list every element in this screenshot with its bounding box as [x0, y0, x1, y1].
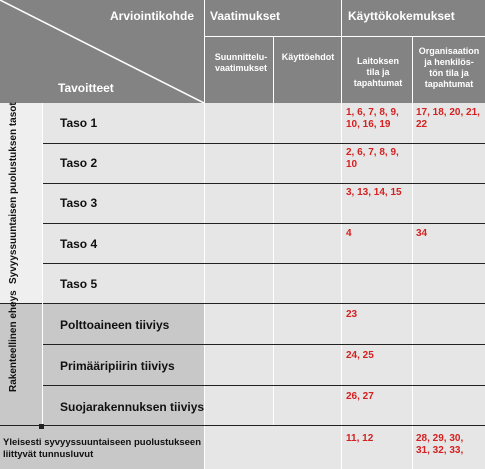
group-sep-1	[0, 303, 485, 304]
footer-label-1: Yleisesti syvyyssuuntaiseen puolustukseen	[3, 437, 202, 448]
header-laitoksen-1: Laitoksen	[356, 56, 399, 66]
col-line-1	[204, 103, 205, 469]
row-label-suojarakennus: Suojarakennuksen tiiviys	[60, 400, 205, 414]
row-label-taso4: Taso 4	[60, 237, 98, 251]
header-org-3: tön tila ja	[429, 68, 469, 78]
header-line-v2	[341, 0, 342, 103]
row-sep-4	[42, 263, 485, 264]
header-suunnittelu-1: Suunnittelu-	[214, 52, 268, 62]
header-org-1: Organisaation	[418, 46, 480, 56]
org-taso1-1: 17, 18, 20, 21,	[416, 107, 480, 118]
row-sep-6	[42, 385, 485, 386]
org-taso4-1: 34	[416, 228, 428, 239]
row-label-taso3: Taso 3	[60, 196, 98, 210]
row-sep-2	[42, 183, 485, 184]
rows-syvyys-bg	[42, 103, 485, 303]
header-kayttokokemukset: Käyttökokemukset	[348, 9, 455, 23]
row-sep-5	[42, 344, 485, 345]
laitos-taso1-2: 10, 16, 19	[346, 119, 391, 130]
row-sep-1	[42, 143, 485, 144]
header-laitoksen-2: tila ja	[366, 67, 390, 77]
group-label-rakenteellinen: Rakenteellinen eheys	[8, 290, 19, 392]
group-col-line	[42, 103, 43, 425]
header-arviointikohde: Arviointikohde	[110, 9, 195, 23]
header-kayttoehdot: Käyttöehdot	[281, 52, 335, 62]
row-label-taso1: Taso 1	[60, 116, 98, 130]
footer-label-2: liittyvät tunnusluvut	[3, 449, 94, 460]
row-label-polttoaine: Polttoaineen tiiviys	[60, 318, 170, 332]
group-rakenteellinen-cell	[0, 303, 42, 425]
laitos-taso2-1: 2, 6, 7, 8, 9,	[346, 147, 399, 158]
col-line-4	[412, 103, 413, 469]
laitos-taso3-1: 3, 13, 14, 15	[346, 187, 402, 198]
header-suunnittelu-2: vaatimukset	[214, 63, 268, 73]
header-line-v4	[412, 36, 413, 103]
header-org-2: ja henkilös-	[424, 57, 474, 67]
laitos-taso1-1: 1, 6, 7, 8, 9,	[346, 107, 399, 118]
group-sep-2	[0, 425, 485, 426]
footer-org-2: 31, 32, 33,	[416, 445, 464, 456]
header-vaatimukset: Vaatimukset	[210, 9, 281, 23]
col-line-2	[273, 103, 274, 425]
row-sep-3	[42, 223, 485, 224]
laitos-polttoaine: 23	[346, 309, 358, 320]
header-org-4: tapahtumat	[424, 79, 474, 89]
header-laitoksen-3: tapahtumat	[353, 78, 403, 88]
footer-laitos: 11, 12	[346, 433, 374, 444]
org-taso1-2: 22	[416, 119, 428, 130]
laitos-taso4-1: 4	[346, 228, 352, 239]
footer-marker	[39, 424, 44, 429]
group-syvyys-cell	[0, 103, 42, 303]
laitos-suojarakennus: 26, 27	[346, 391, 374, 402]
laitos-primaari: 24, 25	[346, 350, 374, 361]
laitos-taso2-2: 10	[346, 159, 358, 170]
footer-org-1: 28, 29, 30,	[416, 433, 464, 444]
rows-rakenteellinen-data-bg	[204, 303, 485, 425]
header-line-v1	[204, 0, 205, 103]
row-label-primaari: Primääripiirin tiiviys	[60, 359, 175, 373]
header-tavoitteet: Tavoitteet	[58, 81, 114, 95]
header-line-h	[204, 36, 485, 37]
row-label-taso2: Taso 2	[60, 156, 98, 170]
header-line-v3	[273, 36, 274, 103]
row-label-taso5: Taso 5	[60, 277, 98, 291]
col-line-3	[341, 103, 342, 469]
group-label-syvyys: Syvyyssuuntaisen puolustuksen tasot	[8, 102, 19, 284]
